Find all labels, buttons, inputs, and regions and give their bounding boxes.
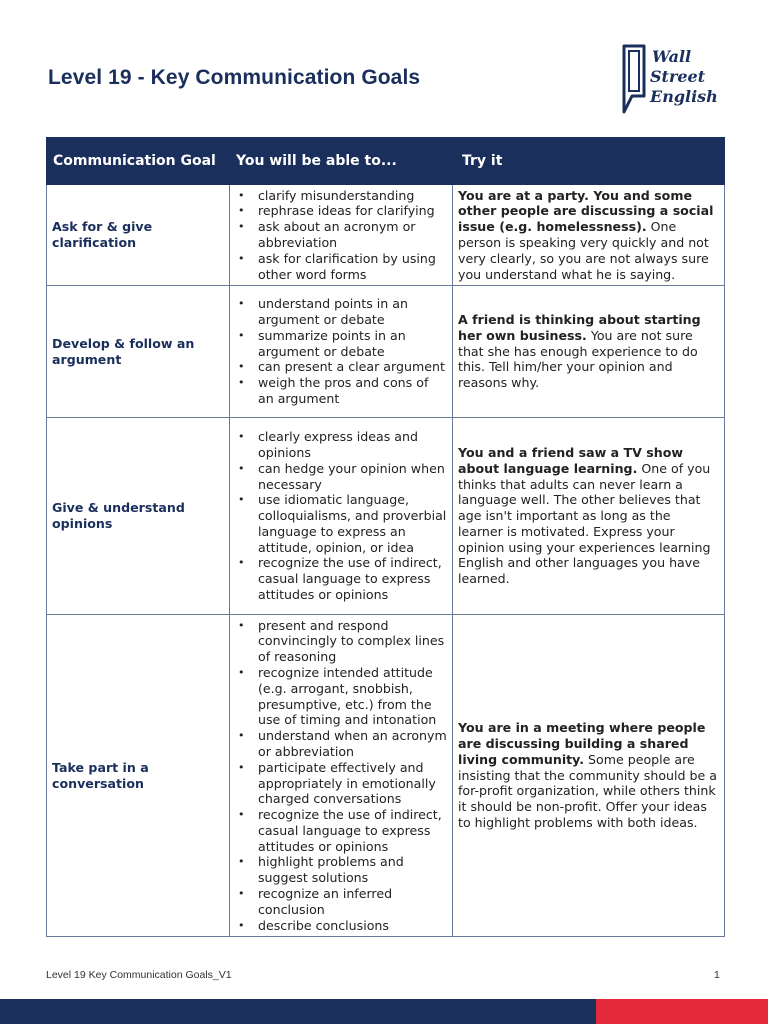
list-item: • can hedge your opinion when necessary xyxy=(235,461,447,493)
list-item: • understand points in an argument or debate xyxy=(235,296,447,328)
list-item: • summarize points in an argument or debate xyxy=(235,328,447,360)
try-it-cell xyxy=(453,185,725,286)
footer-document-name: Level 19 Key Communication Goals_V1 xyxy=(46,969,232,981)
list-item: • clearly express ideas and opinions xyxy=(235,429,447,461)
table-row xyxy=(47,286,725,418)
abilities-cell xyxy=(230,286,453,418)
abilities-cell xyxy=(230,418,453,615)
list-item: • recognize intended attitude (e.g. arrogant, snobbish, presumptive, etc.) from the use of timing and intonation xyxy=(235,665,447,728)
scenario-text: You are not sure that she has enough experience to do this. Tell him/her your opinion and reasons why. xyxy=(458,327,698,391)
list-item: • understand when an acronym or abbreviation xyxy=(235,728,447,760)
header-try-it: Try it xyxy=(453,138,725,185)
goal-cell: Develop & follow an argument xyxy=(47,286,230,418)
header-you-will-be-able-to: You will be able to... xyxy=(230,138,453,185)
scenario-highlight: You are at a party. You and some other people are discussing a social issue (e.g. homelessness). xyxy=(458,187,714,235)
table-row xyxy=(47,418,725,615)
abilities-list xyxy=(235,188,447,283)
footer-page-number: 1 xyxy=(714,969,720,981)
try-it-cell xyxy=(453,418,725,615)
abilities-list xyxy=(235,618,447,934)
abilities-list xyxy=(235,296,447,407)
abilities-cell xyxy=(230,615,453,937)
try-it-cell xyxy=(453,286,725,418)
list-item: • ask about an acronym or abbreviation xyxy=(235,219,447,251)
goal-cell: Ask for & give clarification xyxy=(47,185,230,286)
scenario-highlight: You are in a meeting where people are discussing building a shared living community. xyxy=(458,720,706,767)
list-item: • can present a clear argument xyxy=(235,359,447,375)
list-item: • recognize the use of indirect, casual language to express attitudes or opinions xyxy=(235,555,447,602)
scenario-text: One of you thinks that adults can never learn a language well. The other believes that age isn't important as long as the learner is motivated. Express your opinion using your experiences learning English and other languages you have learned. xyxy=(458,460,711,587)
try-it-cell xyxy=(453,615,725,937)
footer-bar-red xyxy=(596,999,768,1024)
scenario-text: One person is speaking very quickly and not very clearly, so you are not always sure you understand what he is saying. xyxy=(458,219,709,282)
table-header-row xyxy=(47,138,725,185)
list-item: • participate effectively and appropriately in emotionally charged conversations xyxy=(235,760,447,807)
list-item: • present and respond convincingly to complex lines of reasoning xyxy=(235,618,447,665)
logo-text-line-2: Street xyxy=(650,67,706,86)
logo-text-line-1: Wall xyxy=(652,47,692,66)
logo-text-line-3: English xyxy=(650,87,718,106)
list-item: • ask for clarification by using other word forms xyxy=(235,251,447,283)
list-item: • recognize an inferred conclusion xyxy=(235,886,447,918)
speech-bubble-logo-icon xyxy=(610,40,722,120)
scenario-highlight: A friend is thinking about starting her own business. xyxy=(458,312,701,343)
list-item: • recognize the use of indirect, casual language to express attitudes or opinions xyxy=(235,807,447,854)
list-item: • weigh the pros and cons of an argument xyxy=(235,375,447,407)
list-item: • rephrase ideas for clarifying xyxy=(235,203,447,219)
abilities-list xyxy=(235,429,447,603)
scenario-text: Some people are insisting that the community should be a for-profit organization, while others think it should be non-profit. Offer your ideas to highlight problems with both ideas. xyxy=(458,751,717,830)
list-item: • highlight problems and suggest solutions xyxy=(235,854,447,886)
table-row xyxy=(47,185,725,286)
table-row xyxy=(47,615,725,937)
list-item: • clarify misunderstanding xyxy=(235,188,447,204)
list-item: • describe conclusions xyxy=(235,918,447,934)
goal-cell: Take part in a conversation xyxy=(47,615,230,937)
wall-street-english-logo xyxy=(610,40,722,120)
communication-goals-table xyxy=(46,137,725,937)
abilities-cell xyxy=(230,185,453,286)
list-item: • use idiomatic language, colloquialisms, and proverbial language to express an attitude, opinion, or idea xyxy=(235,492,447,555)
goal-cell: Give & understand opinions xyxy=(47,418,230,615)
footer-bar-navy xyxy=(0,999,596,1024)
page-title: Level 19 - Key Communication Goals xyxy=(48,66,421,89)
header-communication-goal: Communication Goal xyxy=(47,138,230,185)
scenario-highlight: You and a friend saw a TV show about language learning. xyxy=(458,444,683,476)
